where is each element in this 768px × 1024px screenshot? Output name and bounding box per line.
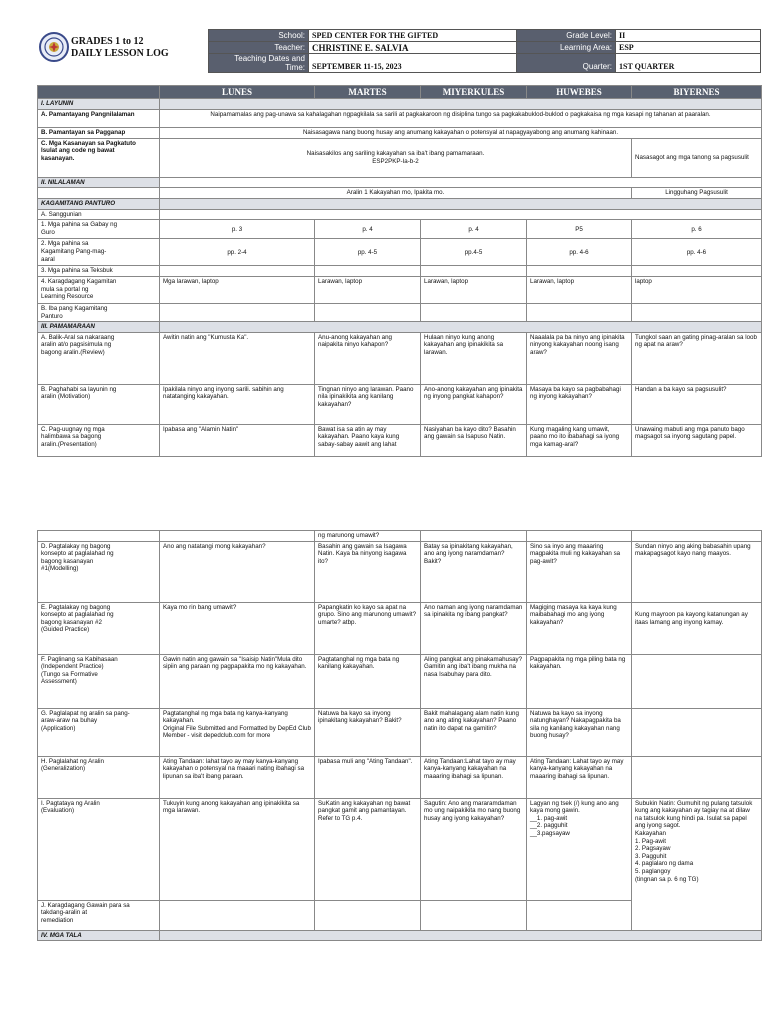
grade-label: Grade Level:: [517, 30, 616, 42]
row-mga-kasanayan: [38, 138, 762, 177]
row-paglalahat: [38, 756, 762, 798]
row-c-label: C. Mga Kasanayan sa Pagkatuto Isulat ang code ng bawat kasanayan.: [38, 138, 160, 177]
r1-martes: p. 4: [315, 220, 421, 239]
rd-huwebes: Sino sa inyo ang maaaring magpakita muli ng kakayahan sa pag-awit?: [527, 541, 632, 602]
row-sanggunian: [38, 209, 762, 220]
iba-miyerkules: [421, 303, 527, 321]
dates-value: SEPTEMBER 11-15, 2023: [309, 54, 517, 73]
row-paghahabi: [38, 384, 762, 424]
section-kagamitang-label: KAGAMITANG PANTURO: [38, 199, 160, 210]
row-continuation: [38, 531, 762, 542]
rc-miyerkules: Nasiyahan ba kayo dito? Basahin ang gawain sa Isapuso Natin.: [421, 424, 527, 456]
r4-martes: Larawan, laptop: [315, 276, 421, 303]
rh-biyernes: [632, 756, 762, 798]
row-r1-label: 1. Mga pahina sa Gabay ng Guro: [38, 220, 160, 239]
rf-miyerkules: Aling pangkat ang pinakamahusay? Gamitin ang iba't ibang mukha na nasa Isabuhay para dito.: [421, 654, 527, 708]
section-kagamitang-fill: [160, 199, 762, 210]
r2-lunes: pp. 2-4: [160, 239, 315, 266]
nilalaman-aralin: Aralin 1 Kakayahan mo, Ipakita mo.: [160, 188, 632, 199]
r4-miyerkules: Larawan, laptop: [421, 276, 527, 303]
quarter-value: 1ST QUARTER: [616, 54, 761, 73]
day-martes: MARTES: [315, 86, 421, 99]
rh-huwebes: Ating Tandaan: Lahat tayo ay may kanya-kanyang kakayahan na maaaring ibahagi sa lipunan.: [527, 756, 632, 798]
dates-label: Teaching Dates and Time:: [209, 54, 309, 73]
rj-huwebes: [527, 900, 632, 930]
rf-lunes: Gawin natin ang gawain sa "Isaisip Natin"Mula dito sipiin ang paraan ng pagpapakita mo ng kakayahan.: [160, 654, 315, 708]
rc-lunes: Ipabasa ang "Alamin Natin": [160, 424, 315, 456]
rg-lunes: Pagtatanghal ng mga bata ng kanya-kanyang kakayahan. Original File Submitted and Formatted by DepEd Club Member - visit depedclub.com for more: [160, 708, 315, 756]
day-lunes: LUNES: [160, 86, 315, 99]
row-r4-label: 4. Karagdagang Kagamitan mula sa portal ng Learning Resource: [38, 276, 160, 303]
r4-biyernes: laptop: [632, 276, 762, 303]
section-layunin-label: I. LAYUNIN: [38, 99, 160, 110]
rj-lunes: [160, 900, 315, 930]
day-header-row: [38, 86, 762, 99]
section-layunin-fill: [160, 99, 762, 110]
r4-huwebes: Larawan, laptop: [527, 276, 632, 303]
ra-biyernes: Tungkol saan an gating pinag-aralan sa loob ng apat na araw?: [632, 332, 762, 384]
ra-huwebes: Naaalala pa ba ninyo ang ipinakita ninyong kakayahan noong isang araw?: [527, 332, 632, 384]
cont-blank-5: [632, 531, 762, 542]
rd-lunes: Ano ang natatangi mong kakayahan?: [160, 541, 315, 602]
r3-biyernes: [632, 266, 762, 277]
ri-martes: SuKatin ang kakayahan ng bawat pangkat gamit ang pamantayan. Refer to TG p.4.: [315, 798, 421, 900]
r1-huwebes: P5: [527, 220, 632, 239]
re-lunes: Kaya mo rin bang umawit?: [160, 602, 315, 654]
cont-blank-3: [421, 531, 527, 542]
rf-biyernes: [632, 654, 762, 708]
rg-martes: Natuwa ba kayo sa inyong ipinakitang kakayahan? Bakit?: [315, 708, 421, 756]
school-value: SPED CENTER FOR THE GIFTED: [309, 30, 517, 42]
row-a-text: Naipamamalas ang pag-unawa sa kahalagahan ngpagkilala sa sarili at pagkakaroon ng disiplina tungo sa pagkakabuklod-buklod o pagkakaisa ng mga kasapi ng tahanan at paaralan.: [160, 109, 762, 127]
section-mga-tala-fill: [160, 930, 762, 941]
re-miyerkules: Ano naman ang iyong naramdaman sa ipinakita ng ibang pangkat?: [421, 602, 527, 654]
ra-martes: Anu-anong kakayahan ang naipakita ninyo kahapon?: [315, 332, 421, 384]
row-pagtalakay-2: [38, 602, 762, 654]
day-biyernes: BIYERNES: [632, 86, 762, 99]
teacher-value: CHRISTINE E. SALVIA: [309, 42, 517, 54]
section-nilalaman-fill: [160, 177, 762, 188]
r4-lunes: Mga larawan, laptop: [160, 276, 315, 303]
grade-value: II: [616, 30, 761, 42]
cont-martes: ng marunong umawit?: [315, 531, 421, 542]
area-label: Learning Area:: [517, 42, 616, 54]
row-rb-label: B. Paghahabi sa layunin ng aralin (Motivation): [38, 384, 160, 424]
lesson-log-table-page-2: [37, 530, 762, 941]
row-c-text: Naisasakilos ang sariling kakayahan sa iba't ibang pamamaraan. ESP2PKP-Ia-b-2: [160, 138, 632, 177]
r2-biyernes: pp. 4-6: [632, 239, 762, 266]
row-iba-label: B. Iba pang Kagamitang Panturo: [38, 303, 160, 321]
rd-biyernes: Sundan ninyo ang aking babasahin upang makapagsagot kayo nang maayos.: [632, 541, 762, 602]
row-kagamitang-pang-mag-aaral: [38, 239, 762, 266]
row-pamantayan-sa-pagganap: [38, 127, 762, 138]
r1-biyernes: p. 6: [632, 220, 762, 239]
section-mga-tala: [38, 930, 762, 941]
rb-huwebes: Masaya ba kayo sa pagbabahagi ng inyong kakayahan?: [527, 384, 632, 424]
teacher-label: Teacher:: [209, 42, 309, 54]
row-c-friday: Nasasagot ang mga tanong sa pagsusulit: [632, 138, 762, 177]
row-ri-label: I. Pagtataya ng Aralin (Evaluation): [38, 798, 160, 900]
rc-huwebes: Kung magaling kang umawit, paano mo ito ibabahagi sa iyong mga kamag-aral?: [527, 424, 632, 456]
school-label: School:: [209, 30, 309, 42]
r2-martes: pp. 4-5: [315, 239, 421, 266]
rj-miyerkules: [421, 900, 527, 930]
title-grades: GRADES 1 to 12: [71, 36, 144, 47]
row-b-label: B. Pamantayan sa Pagganap: [38, 127, 160, 138]
r3-miyerkules: [421, 266, 527, 277]
day-huwebes: HUWEBES: [527, 86, 632, 99]
rh-miyerkules: Ating Tandaan:Lahat tayo ay may kanya-kanyang kakayahan na maaaring ibahagi sa lipunan.: [421, 756, 527, 798]
ri-biyernes: Subukin Natin: Gumuhit ng pulang tatsulok kung ang kakayahan ay tagiay na at dilaw na tatsulok kung hindi pa. Isulat sa papel ang iyong sagot. Kakayahan 1. Pag-awit 2. Pagsayaw 3. Pagguhit 4. paglalaro ng dama 5. paglangoy (tingnan sa p. 6 ng TG): [632, 798, 762, 930]
iba-martes: [315, 303, 421, 321]
rd-miyerkules: Batay sa ipinakitang kakayahan, ano ang iyong naramdaman? Bakit?: [421, 541, 527, 602]
row-pamantayang-pangnilalaman: [38, 109, 762, 127]
r2-miyerkules: pp.4-5: [421, 239, 527, 266]
header: [37, 29, 761, 76]
cont-blank-2: [160, 531, 315, 542]
row-sanggunian-label: A. Sanggunian: [38, 209, 160, 220]
header-info-table: [208, 29, 761, 73]
row-karagdagang-kagamitan: [38, 276, 762, 303]
lesson-log-table-page-1: [37, 85, 762, 457]
rb-miyerkules: Ano-anong kakayahan ang ipinakita ng inyong pangkat kahapon?: [421, 384, 527, 424]
row-rj-label: J. Karagdagang Gawain para sa takdang-aralin at remediation: [38, 900, 160, 930]
area-value: ESP: [616, 42, 761, 54]
section-pamamaraan: [38, 322, 762, 333]
row-b-text: Naisasagawa nang buong husay ang anumang kakayahan o potensyal at napagyayabong ang anumang kahinaan.: [160, 127, 762, 138]
row-iba-pang-kagamitan: [38, 303, 762, 321]
day-miyerkules: MIYERKULES: [421, 86, 527, 99]
row-rg-label: G. Paglalapat ng aralin sa pang- araw-araw na buhay (Application): [38, 708, 160, 756]
row-r3-label: 3. Mga pahina sa Teksbuk: [38, 266, 160, 277]
r2-huwebes: pp. 4-6: [527, 239, 632, 266]
rj-martes: [315, 900, 421, 930]
row-r2-label: 2. Mga pahina sa Kagamitang Pang-mag- aaral: [38, 239, 160, 266]
row-nilalaman-text: [38, 188, 762, 199]
rh-martes: Ipabasa muli ang "Ating Tandaan".: [315, 756, 421, 798]
cont-blank-1: [38, 531, 160, 542]
ri-miyerkules: Sagutin: Ano ang mararamdaman mo ung naipakikita mo nang buong husay ang iyong kakayahan?: [421, 798, 527, 900]
r3-martes: [315, 266, 421, 277]
row-rd-label: D. Pagtalakay ng bagong konsepto at paglalahad ng bagong kasanayan #1(Modelling): [38, 541, 160, 602]
row-pagtataya: [38, 798, 762, 900]
title-dll: DAILY LESSON LOG: [71, 48, 169, 59]
row-sanggunian-fill: [160, 209, 762, 220]
section-layunin: [38, 99, 762, 110]
row-paglalapat: [38, 708, 762, 756]
deped-seal-icon: [39, 32, 69, 62]
row-balik-aral: [38, 332, 762, 384]
section-nilalaman: [38, 177, 762, 188]
rc-martes: Bawat isa sa atin ay may kakayahan. Paano kaya kung sabay-sabay aawit ang lahat: [315, 424, 421, 456]
ra-miyerkules: Hulaan ninyo kung anong kakayahan ang ipinakikita sa larawan.: [421, 332, 527, 384]
row-nilalaman-blank: [38, 188, 160, 199]
rb-martes: Tingnan ninyo ang larawan. Paano nila ipinakikita ang kanilang kakayahan?: [315, 384, 421, 424]
nilalaman-friday: Lingguhang Pagsusulit: [632, 188, 762, 199]
row-re-label: E. Pagtalakay ng bagong konsepto at paglalahad ng bagong kasanayan #2 (Guided Practice): [38, 602, 160, 654]
iba-huwebes: [527, 303, 632, 321]
day-header-blank: [38, 86, 160, 99]
r1-lunes: p. 3: [160, 220, 315, 239]
row-rh-label: H. Paglalahat ng Aralin (Generalization): [38, 756, 160, 798]
row-rc-label: C. Pag-uugnay ng mga halimbawa sa bagong aralin.(Presentation): [38, 424, 160, 456]
r3-lunes: [160, 266, 315, 277]
row-rf-label: F. Paglinang sa Kabihasaan (Independent Practice) (Tungo sa Formative Assessment): [38, 654, 160, 708]
section-mga-tala-label: IV. MGA TALA: [38, 930, 160, 941]
ri-lunes: Tukuyin kung anong kakayahan ang ipinakikita sa mga larawan.: [160, 798, 315, 900]
rg-huwebes: Natuwa ba kayo sa inyong natunghayan? Nakapagpakita ba sila ng kanilang kakayahan nang buong husay?: [527, 708, 632, 756]
iba-lunes: [160, 303, 315, 321]
row-teksbuk: [38, 266, 762, 277]
row-gabay-ng-guro: [38, 220, 762, 239]
rf-martes: Pagtatanghal ng mga bata ng kanilang kakayahan.: [315, 654, 421, 708]
re-martes: Papangkatin ko kayo sa apat na grupo. Sino ang marunong umawit? umarte? atbp.: [315, 602, 421, 654]
row-ra-label: A. Balik-Aral sa nakaraang aralin at/o pagsisimula ng bagong aralin.(Review): [38, 332, 160, 384]
row-paglinang: [38, 654, 762, 708]
section-pamamaraan-label: III. PAMAMARAAN: [38, 322, 160, 333]
rb-lunes: Ipakilala ninyo ang inyong sarili. sabihin ang natatanging kakayahan.: [160, 384, 315, 424]
row-pag-uugnay: [38, 424, 762, 456]
cont-blank-4: [527, 531, 632, 542]
rg-miyerkules: Bakit mahalagang alam natin kung ano ang ating kakayahan? Paano natin ito dapat na gamitin?: [421, 708, 527, 756]
rg-biyernes: [632, 708, 762, 756]
section-nilalaman-label: II. NILALAMAN: [38, 177, 160, 188]
re-biyernes: Kung mayroon pa kayong katanungan ay itaas lamang ang inyong kamay.: [632, 602, 762, 654]
r1-miyerkules: p. 4: [421, 220, 527, 239]
rh-lunes: Ating Tandaan: lahat tayo ay may kanya-kanyang kakayahan o potensyal na maaari nating ibahagi sa lipunan sa iba't ibang paraan.: [160, 756, 315, 798]
rc-biyernes: Unawaing mabuti ang mga panuto bago magsagot sa inyong sagutang papel.: [632, 424, 762, 456]
r3-huwebes: [527, 266, 632, 277]
rd-martes: Basahin ang gawain sa Isagawa Natin. Kaya ba ninyong isagawa ito?: [315, 541, 421, 602]
row-a-label: A. Pamantayang Pangnilalaman: [38, 109, 160, 127]
section-kagamitang-panturo: [38, 199, 762, 210]
rf-huwebes: Pagpapakita ng mga piling bata ng kakayahan.: [527, 654, 632, 708]
row-pagtalakay-1: [38, 541, 762, 602]
re-huwebes: Magiging masaya ka kaya kung maibabahagi mo ang iyong kakayahan?: [527, 602, 632, 654]
quarter-label: Quarter:: [517, 54, 616, 73]
rb-biyernes: Handan a ba kayo sa pagsusulit?: [632, 384, 762, 424]
ra-lunes: Awitin natin ang "Kumusta Ka".: [160, 332, 315, 384]
section-pamamaraan-fill: [160, 322, 762, 333]
ri-huwebes: Lagyan ng tsek (/) kung ano ang kaya mong gawin. __1. pag-awit __2. pagguhit __3.pagsayaw: [527, 798, 632, 900]
iba-biyernes: [632, 303, 762, 321]
